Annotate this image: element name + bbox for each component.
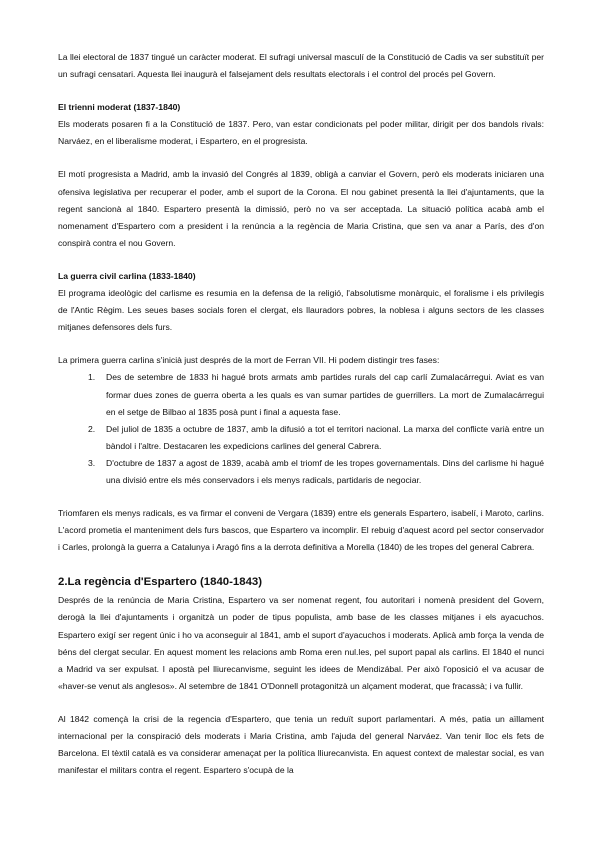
paragraph-conveni-vergara: Triomfaren els menys radicals, es va firmar el conveni de Vergara (1839) entre els generals Espartero, isabelí, i Maroto, carlins. L'acord prometia el manteniment dels furs bascos, que Espartero va incomplir. El rebuig d'aquest acord pel sector conservador i Carles, prolongà la guerra a Catalunya i Aragó fins a la derrota definitiva a Morella (1840) de les tropes del general Cabrera. — [58, 508, 544, 553]
list-item — [58, 369, 544, 420]
list-item — [58, 455, 544, 489]
paragraph-phases-intro: La primera guerra carlina s'inicià just després de la mort de Ferran VII. Hi podem distingir tres fases: — [58, 355, 440, 366]
phases-list — [58, 369, 544, 489]
paragraph-moti-progresista: El motí progresista a Madrid, amb la invasió del Congrés al 1839, obligà a canviar el Govern, però els moderats iniciaren una ofensiva legislativa per recuperar el poder, amb el suport de la Corona. El nou gabinet presentà la llei d'ajuntaments, que la regent sancionà al 1840. Espartero presentà la dimissió, però no va ser acceptada. La situació política acabà amb el nomenament d'Espartero com a president i la renúncia a la regència de Maria Cristina, que sen va anar a París, des d'on conspirà contra el nou Govern. — [58, 169, 544, 248]
paragraph-crisi-regencia: Al 1842 començà la crisi de la regencia d'Espartero, que tenia un reduït suport parlamentari. A més, patia un aïllament internacional per la conspiració dels moderats i Maria Cristina, amb l'ajuda del general Narváez. Van tenir lloc els fets de Barcelona. El tèxtil català es va considerar amenaçat per la política lliurecanvista. En aquest context de malestar social, es van manifestar el militars contra el regent. Espartero s'ocupà de la — [58, 713, 544, 776]
paragraph-carlisme: El programa ideològic del carlisme es resumia en la defensa de la religió, l'absolutisme monàrquic, el foralisme i els privilegis de l'Antic Règim. Les seues bases socials foren el clergat, els llauradors pobres, la noblesa i alguns sectors de les classes mitjanes defensores dels furs. — [58, 288, 544, 333]
section-heading-regencia-espartero: 2.La regència d'Espartero (1840-1843) — [58, 576, 263, 589]
list-item-text: Des de setembre de 1833 hi hagué brots armats amb partides rurals del cap carlí Zumalacárregui. Aviat es van formar dues zones de guerra oberta a les quals es van sumar partides de guerrillers. La mort de Zumalacárregui en el setge de Bilbao al 1835 posà punt i final a aquesta fase. — [106, 372, 544, 417]
section-heading-trienni: El trienni moderat (1837-1840) — [58, 102, 181, 113]
document-body — [58, 49, 544, 779]
list-number: 3. — [88, 457, 96, 468]
list-number: 2. — [88, 423, 96, 434]
list-item — [58, 421, 544, 455]
list-number: 1. — [88, 372, 96, 383]
paragraph-electoral-law: La llei electoral de 1837 tingué un caràcter moderat. El sufragi universal masculí de la Constitució de Cadis va ser substituït per un sufragi censatari. Aquesta llei inaugurà el falsejament dels resultats electorals i el control del procés pel Govern. — [58, 52, 544, 80]
section-heading-guerra-carlina: La guerra civil carlina (1833-1840) — [58, 270, 196, 281]
list-item-text: Del juliol de 1835 a octubre de 1837, amb la difusió a tot el territori nacional. La marxa del conflicte varià entre un bàndol i l'altre. Destacaren les expedicions carlines del general Cabrera. — [106, 423, 544, 451]
list-item-text: D'octubre de 1837 a agost de 1839, acabà amb el triomf de les tropes governamentals. Dins del carlisme hi hagué una divisió entre els més conservadors i els menys radicals, partidaris de negociar. — [106, 457, 544, 485]
paragraph-regencia: Després de la renúncia de Maria Cristina, Espartero va ser nomenat regent, fou autoritari i nomenà president del Govern, derogà la llei d'ajuntaments i organitzà un poder de tipus populista, amb base de les classes mitjanes i els ayacuchos. Espartero exigí ser regent únic i ho va aconseguir al 1841, amb el suport d'ayacuchos i moderats. Aplicà amb força la venda de béns del clergat secular. En aquest moment les relacions amb Roma eren nul.les, pel suport papal als carlins. El 1840 el nunci a Madrid va ser expulsat. I apostà pel lliurecanvisme, seguint les idees de Mendizábal. Per això l'oposició el va acusar de «haver-se venut als anglesos». Al setembre de 1841 O'Donnell protagonitzà un alçament moderat, que fracassà; i va fullir. — [58, 595, 544, 691]
paragraph-moderats: Els moderats posaren fi a la Constitució de 1837. Pero, van estar condicionats pel poder militar, dirigit per dos bandols rivals: Narváez, en el liberalisme moderat, i Espartero, en el progresista. — [58, 119, 544, 147]
